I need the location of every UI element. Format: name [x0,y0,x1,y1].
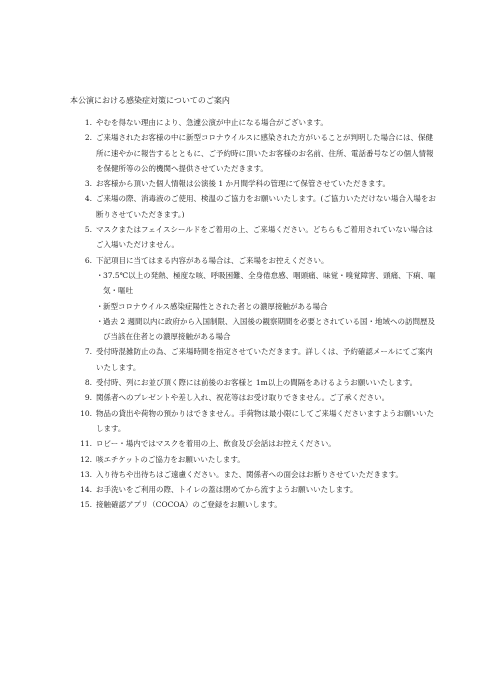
list-item-text: お客様から頂いた個人情報は公演後 1 か月間学科の管理にて保管させていただきます。 [96,179,390,189]
list-item-text: ご来場されたお客様の中に新型コロナウイルスに感染された方がいることが判明した場合には、保健所に速やかに報告するとともに、ご予約時に頂いたお客様のお名前、住所、電話番号などの個人情報を保健所等の公的機関へ提供させていただきます。 [96,133,434,173]
list-item-text: 関係者へのプレゼントや差し入れ、祝花等はお受け取りできません。ご了承ください。 [96,393,390,403]
list-item-number: 12. [80,454,92,464]
list-item [70,115,436,130]
list-item [70,452,436,467]
list-item-text: 受付時、列にお並び頂く際には前後のお客様と 1m以上の間隔をあけるようお願いいたします。 [96,378,418,388]
sub-list-item-text: 37.5℃以上の発熱、極度な咳、呼吸困難、全身倦怠感、咽頭痛、味覚・嗅覚障害、頭痛、下痢、嘔気・嘔吐 [103,270,436,296]
list-item-number: 4. [84,194,92,204]
list-item-number: 8. [84,378,92,388]
list-item-number: 3. [84,179,92,189]
sub-list-item-text: 過去 2 週間以内に政府から入国制限、入国後の観察期間を必要とされている国・地域への訪問歴及び当該在住者との濃厚接触がある場合 [103,316,436,342]
list-item-number: 7. [84,347,92,357]
sub-list-item [96,299,436,314]
list-item-number: 1. [84,118,92,127]
list-item [70,344,436,375]
list-item-text: お手洗いをご利用の際、トイレの蓋は閉めてから流すようお願いいたします。 [96,485,358,495]
list-item [70,253,436,345]
list-item [70,222,436,253]
list-item-text: 咳エチケットのご協力をお願いいたします。 [96,454,245,464]
list-item-text: 受付時混雑防止の為、ご来場時間を指定させていただきます。詳しくは、予約確認メールにてご案内いたします。 [96,347,433,372]
list-item [70,176,436,191]
list-item-number: 10. [80,408,92,418]
list-item [70,191,436,222]
sub-list [96,268,436,344]
list-item-text: 接触確認アプリ（COCOA）のご登録をお願いします。 [96,500,282,510]
bullet-mark: ・ [96,270,104,280]
sub-list-item [96,268,436,299]
list-item-number: 11. [80,439,92,449]
list-item-text: 物品の貸出や荷物の預かりはできません。手荷物は最小限にしてご来場くださいますようお願いいたします。 [96,408,434,433]
list-item-number: 14. [80,485,92,495]
list-item-number: 2. [84,133,92,143]
sub-list-item [96,314,436,345]
list-item [70,467,436,482]
list-item-text: やむを得ない理由により、急遽公演が中止になる場合がございます。 [96,118,328,127]
list-item [70,406,436,437]
list-item-number: 5. [84,225,92,235]
list-item-text: マスクまたはフェイスシールドをご着用の上、ご来場ください。どちらもご着用されていない場合はご入場いただけません。 [96,225,433,250]
list-item-text: 下記項目に当てはまる内容がある場合は、ご来場をお控えください。 [96,255,329,265]
notice-list [70,115,436,513]
list-item [70,130,436,176]
bullet-mark: ・ [96,316,104,326]
list-item [70,436,436,451]
document-title: 本公演における感染症対策についてのご案内 [70,96,230,105]
list-item-text: 入り待ちや出待ちはご遠慮ください。また、関係者への面会はお断りさせていただきます。 [96,469,403,479]
list-item-number: 6. [84,255,92,265]
list-item [70,497,436,512]
list-item-number: 15. [80,500,92,510]
list-item-text: ご来場の際、消毒液のご使用、検温のご協力をお願いいたします。(ご協力いただけない場合入場をお断りさせていただきます。) [96,194,436,219]
sub-list-item-text: 新型コロナウイルス感染症陽性とされた者との濃厚接触がある場合 [103,301,328,311]
list-item [70,482,436,497]
list-item [70,390,436,405]
list-item-number: 13. [80,469,92,479]
list-item [70,375,436,390]
bullet-mark: ・ [96,301,104,311]
list-item-number: 9. [84,393,92,403]
list-item-text: ロビー・場内ではマスクを着用の上、飲食及び会話はお控えください。 [96,439,336,449]
